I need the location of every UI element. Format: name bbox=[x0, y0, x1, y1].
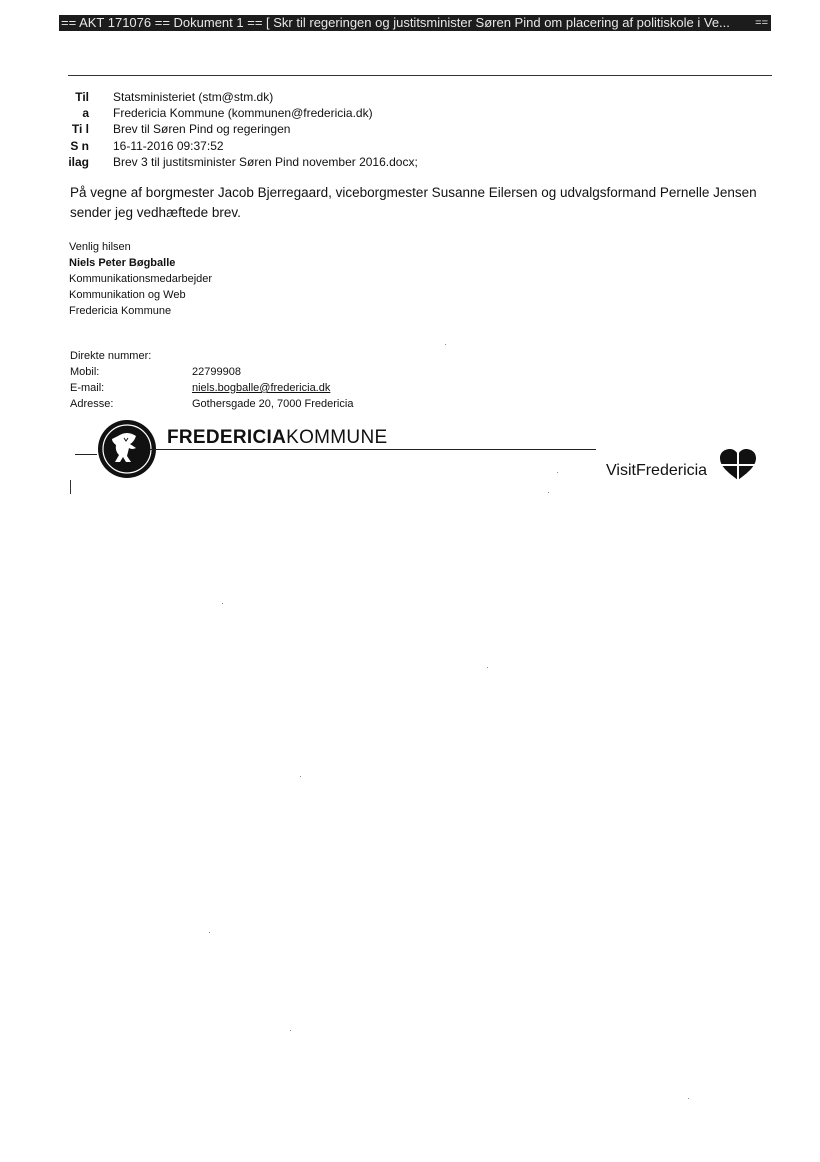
scan-speck bbox=[548, 492, 549, 493]
contact-block bbox=[70, 348, 470, 412]
header-key: ilag bbox=[68, 154, 89, 169]
header-key: S n bbox=[70, 138, 89, 153]
header-key: Ti l bbox=[71, 122, 89, 137]
header-value: Statsministeriet (stm@stm.dk) bbox=[113, 90, 274, 104]
scan-speck bbox=[222, 603, 223, 604]
contact-mobile-row bbox=[70, 364, 470, 380]
header-value: Brev til Søren Pind og regeringen bbox=[113, 122, 291, 137]
signature-greeting: Venlig hilsen bbox=[69, 241, 131, 253]
contact-email-row bbox=[70, 380, 470, 396]
fredericia-crest-logo bbox=[96, 418, 158, 480]
scan-speck bbox=[688, 1098, 689, 1099]
contact-direct-row bbox=[70, 348, 470, 364]
brand-bold: FREDERICIA bbox=[167, 427, 287, 448]
banner-end: == bbox=[755, 17, 768, 29]
scan-speck bbox=[445, 344, 446, 345]
signature-block bbox=[69, 239, 212, 319]
address-label: Adresse: bbox=[70, 398, 114, 410]
header-row-subject bbox=[68, 121, 768, 137]
scan-speck bbox=[290, 1030, 291, 1031]
scan-speck bbox=[487, 667, 488, 668]
header-row-cc bbox=[68, 105, 768, 121]
header-value: Brev 3 til justitsminister Søren Pind november 2016.docx; bbox=[113, 154, 418, 169]
header-row-to bbox=[68, 89, 768, 105]
direct-label: Direkte nummer: bbox=[70, 350, 152, 362]
email-body: På vegne af borgmester Jacob Bjerregaard, viceborgmester Susanne Eilersen og udvalgsformand Pernelle Jensen sender jeg vedhæftede brev. bbox=[70, 185, 757, 220]
document-banner bbox=[59, 15, 771, 31]
scan-speck bbox=[300, 776, 301, 777]
top-divider bbox=[68, 75, 772, 76]
email-header bbox=[68, 89, 768, 170]
signature-department: Kommunikation og Web bbox=[69, 289, 186, 301]
text-cursor bbox=[70, 480, 71, 494]
signature-name: Niels Peter Bøgballe bbox=[69, 257, 176, 269]
scan-speck bbox=[557, 472, 558, 473]
address-value: Gothersgade 20, 7000 Fredericia bbox=[192, 398, 354, 410]
header-value: 16-11-2016 09:37:52 bbox=[113, 138, 224, 153]
footer-rule-left bbox=[75, 454, 97, 455]
mobile-value: 22799908 bbox=[192, 366, 241, 378]
signature-title: Kommunikationsmedarbejder bbox=[69, 273, 213, 285]
contact-address-row bbox=[70, 396, 470, 412]
brand-light: KOMMUNE bbox=[286, 427, 388, 448]
visitfredericia-logo bbox=[606, 462, 707, 480]
fredericia-kommune-wordmark bbox=[167, 427, 387, 449]
footer-rule bbox=[150, 449, 596, 450]
email-label: E-mail: bbox=[70, 382, 105, 394]
header-row-attachment bbox=[68, 154, 768, 170]
visit-text: VisitFredericia bbox=[606, 462, 708, 479]
header-key: a bbox=[82, 106, 89, 121]
heart-icon bbox=[718, 448, 758, 482]
scan-speck bbox=[209, 932, 210, 933]
header-key: Til bbox=[75, 90, 89, 104]
mobile-label: Mobil: bbox=[70, 366, 100, 378]
banner-text: == AKT 171076 == Dokument 1 == [ Skr til regeringen og justitsminister Søren Pind om placering af politiskole i Ve... bbox=[61, 15, 730, 30]
header-value: Fredericia Kommune (kommunen@fredericia.dk) bbox=[113, 106, 373, 121]
signature-org: Fredericia Kommune bbox=[69, 305, 172, 317]
header-row-sent bbox=[68, 138, 768, 154]
email-link[interactable]: niels.bogballe@fredericia.dk bbox=[192, 382, 331, 394]
